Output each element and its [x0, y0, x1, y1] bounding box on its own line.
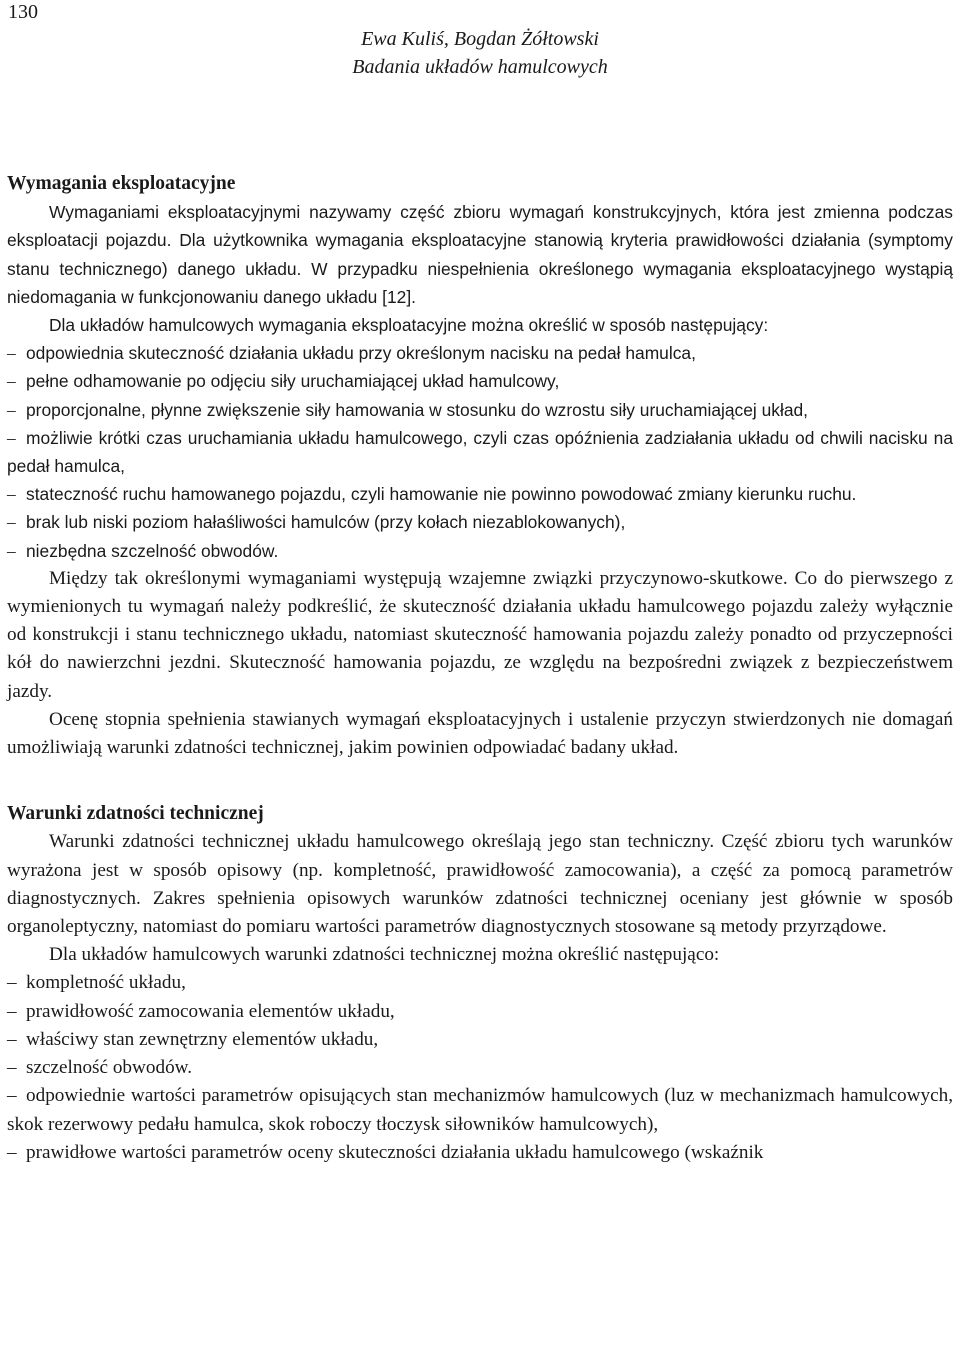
- section-heading-requirements: Wymagania eksploatacyjne: [7, 173, 236, 194]
- list-dash: –: [7, 343, 16, 364]
- list-item: [7, 969, 953, 997]
- page-number: 130: [8, 1, 38, 23]
- list-item: [7, 998, 953, 1026]
- list-item-text: szczelność obwodów.: [26, 1057, 193, 1079]
- list-item-text: brak lub niski poziom hałaśliwości hamulców (przy kołach niezablokowanych),: [26, 512, 626, 533]
- paragraph: Dla układów hamulcowych wymagania eksploatacyjne można określić w sposób następujący:: [49, 315, 769, 336]
- list-item-text: możliwie krótki czas uruchamiania układu hamulcowego, czyli czas opóźnienia zadziałania układu od chwili nacisku na pedał hamulca,: [7, 427, 953, 477]
- list-item: [7, 1026, 953, 1054]
- list-item-text: kompletność układu,: [26, 972, 186, 994]
- paragraph: Między tak określonymi wymaganiami występują wzajemne związki przyczynowo-skutkowe. Co do pierwszego z wymienionych tu wymagań należy podkreślić, że skuteczność działania układu hamulcowego pojazdu zależy wyłącznie od konstrukcji i stanu technicznego układu, natomiast skuteczność hamowania pojazdu zależy ponadto od przyczepności kół do nawierzchni jezdni. Skuteczność hamowania pojazdu, ze względu na bezpośredni związek z bezpieczeństwem jazdy.: [7, 567, 953, 702]
- paragraph: Ocenę stopnia spełnienia stawianych wymagań eksploatacyjnych i ustalenie przyczyn stwierdzonych nie domagań umożliwiają warunki zdatności technicznej, jakim powinien odpowiadać badany układ.: [7, 708, 953, 759]
- page-body: [7, 170, 953, 1167]
- list-dash: –: [7, 484, 16, 505]
- section-heading-technical-fitness: Warunki zdatności technicznej: [7, 803, 264, 825]
- list-item-text: proporcjonalne, płynne zwiększenie siły hamowania w stosunku do wzrostu siły uruchamiającej układ,: [26, 399, 809, 420]
- running-head-authors: Ewa Kuliś, Bogdan Żółtowski: [361, 28, 599, 50]
- list-item-text: prawidłowe wartości parametrów oceny skuteczności działania układu hamulcowego (wskaźnik: [26, 1141, 764, 1163]
- list-item-text: odpowiednie wartości parametrów opisujących stan mechanizmów hamulcowych (luz w mechanizmach hamulcowych, skok rezerwowy pedału hamulca, skok roboczy tłoczysk siłowników hamulcowych),: [7, 1085, 953, 1135]
- list-item-text: stateczność ruchu hamowanego pojazdu, czyli hamowanie nie powinno powodować zmiany kierunku ruchu.: [26, 484, 857, 505]
- list-dash: –: [7, 1000, 17, 1022]
- list-item: [7, 339, 953, 367]
- list-item: [7, 367, 953, 395]
- list-dash: –: [7, 972, 17, 994]
- running-head-title: Badania układów hamulcowych: [352, 56, 608, 78]
- list-dash: –: [7, 540, 16, 561]
- list-item-text: prawidłowość zamocowania elementów układu,: [26, 1000, 395, 1022]
- paragraph: Warunki zdatności technicznej układu hamulcowego określają jego stan techniczny. Część zbioru tych warunków wyrażona jest w sposób opisowy (np. kompletność, prawidłowość zamocowania), a część za pomocą parametrów diagnostycznych. Zakres spełnienia opisowych warunków zdatności technicznej oceniany jest głównie w sposób organoleptyczny, natomiast do pomiaru wartości parametrów diagnostycznych stosowane są metody przyrządowe.: [7, 831, 953, 938]
- list-dash: –: [7, 1085, 17, 1107]
- paragraph: Wymaganiami eksploatacyjnymi nazywamy część zbioru wymagań konstrukcyjnych, która jest zmienna podczas eksploatacji pojazdu. Dla użytkownika wymagania eksploatacyjne stanowią kryteria prawidłowości działania (symptomy stanu technicznego) danego układu. W przypadku niespełnienia określonego wymagania eksploatacyjnego wystąpią niedomagania w funkcjonowaniu danego układu [12].: [7, 202, 953, 307]
- list-item-text: odpowiednia skuteczność działania układu przy określonym nacisku na pedał hamulca,: [26, 343, 696, 364]
- conditions-list: [7, 969, 953, 1166]
- list-item: [7, 537, 953, 565]
- list-item-text: pełne odhamowanie po odjęciu siły uruchamiającej układ hamulcowy,: [26, 371, 560, 392]
- list-item: [7, 480, 953, 508]
- list-item: [7, 1139, 953, 1167]
- list-dash: –: [7, 1057, 17, 1079]
- list-item: [7, 1082, 953, 1138]
- list-dash: –: [7, 1141, 17, 1163]
- requirements-list: [7, 339, 953, 565]
- list-item: [7, 508, 953, 536]
- list-item: [7, 396, 953, 424]
- list-dash: –: [7, 371, 16, 392]
- paragraph: Dla układów hamulcowych warunki zdatności technicznej można określić następująco:: [49, 944, 720, 966]
- list-dash: –: [7, 1028, 17, 1050]
- list-dash: –: [7, 427, 16, 448]
- list-dash: –: [7, 512, 16, 533]
- list-item-text: niezbędna szczelność obwodów.: [26, 540, 279, 561]
- list-item: [7, 424, 953, 480]
- list-item-text: właściwy stan zewnętrzny elementów układu,: [26, 1028, 379, 1050]
- list-item: [7, 1054, 953, 1082]
- list-dash: –: [7, 399, 16, 420]
